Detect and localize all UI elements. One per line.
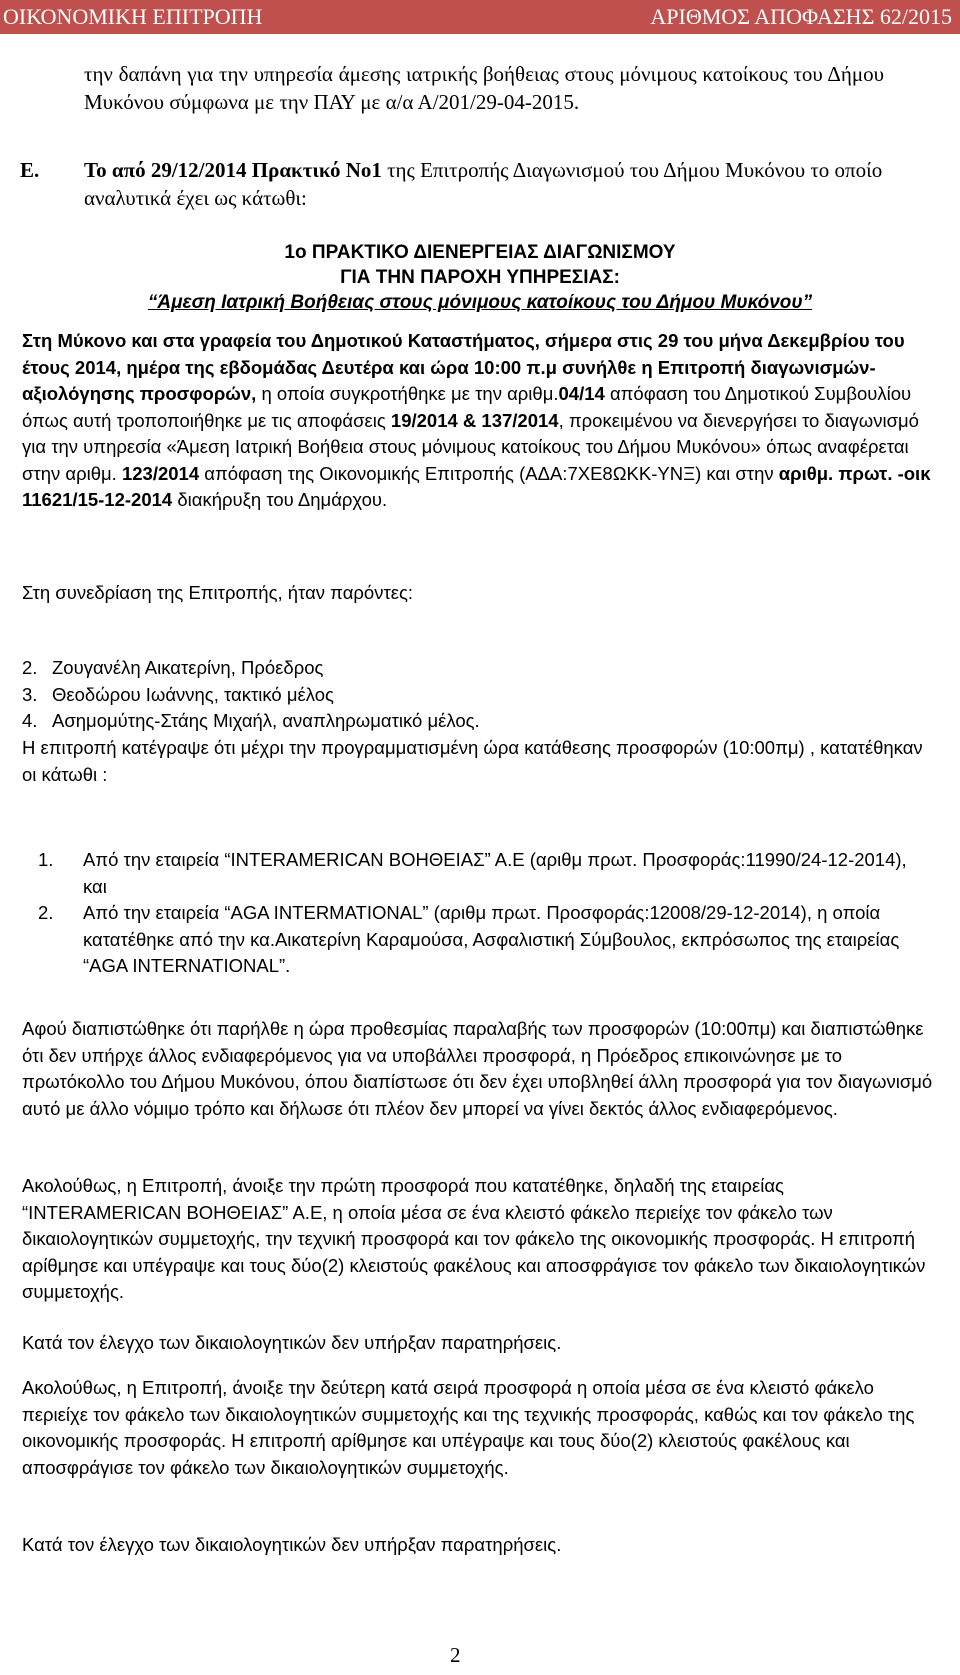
minutes-title-line2: ΓΙΑ ΤΗΝ ΠΑΡΟΧΗ ΥΠΗΡΕΣΙΑΣ: <box>340 267 620 288</box>
meeting-text2: απόφαση του Δημοτικού Συμβουλίου όπως αυτή τροποποιήθηκε με τις αποφάσεις <box>22 383 912 431</box>
list-item-number: 4. <box>22 710 38 731</box>
meeting-text4: απόφαση της Οικονομικής Επιτροπής (ΑΔΑ:7ΧΕ8ΩΚΚ-ΥΝΞ) και στην <box>199 462 779 484</box>
paragraph-deadline: Αφού διαπιστώθηκε ότι παρήλθε η ώρα προθεσμίας παραλαβής των προσφορών (10:00πμ) και διαπιστώθηκε ότι δεν υπήρχε άλλος ενδιαφερόμενος για να υποβάλλει προσφορά, η Πρόεδρος επικοινώνησε με το πρωτόκολλο του Δήμου Μυκόνου, όπου διαπίστωσε ότι δεν έχει υποβληθεί άλλη προσφορά για τον διαγωνισμό αυτό με άλλο νόμιμο τρόπο και δήλωσε ότι πλέον δεν μπορεί να γίνει δεκτός άλλος ενδιαφερόμενος. <box>22 1018 933 1119</box>
list-item <box>22 708 480 735</box>
meeting-text3: , προκειμένου να διενεργήσει το διαγωνισμό για την υπηρεσία «Άμεση Ιατρική Βοήθεια στους μόνιμους κατοίκους του Δήμου Μυκόνου» όπως αναφέρεται στην αριθμ. <box>22 409 919 484</box>
list-item-number: 3. <box>22 683 38 705</box>
minutes-title-line1: 1ο ΠΡΑΚΤΙΚΟ ΔΙΕΝΕΡΓΕΙΑΣ ΔΙΑΓΩΝΙΣΜΟΥ <box>284 242 676 263</box>
meeting-paragraph <box>22 328 942 514</box>
item-e-bold: Το από 29/12/2014 Πρακτικό Νο1 <box>84 158 382 182</box>
minutes-title-subject: “Άμεση Ιατρική Βοήθειας στους μόνιμους κατοίκους του Δήμου Μυκόνου” <box>147 292 813 313</box>
item-e-rest: της Επιτροπής Διαγωνισμού του Δήμου Μυκόνου το οποίο αναλυτικά έχει ως κάτωθι: <box>84 158 883 210</box>
meeting-bold4: 123/2014 <box>121 462 200 484</box>
page-number: 2 <box>450 1643 461 1667</box>
list-item <box>22 682 480 709</box>
list-item-text: Ασημομύτης-Στάης Μιχαήλ, αναπληρωματικό μέλος. <box>52 710 480 731</box>
present-intro: Στη συνεδρίαση της Επιτροπής, ήταν παρόντες: <box>22 582 414 603</box>
header-committee: ΟΙΚΟΝΟΜΙΚΗ ΕΠΙΤΡΟΠΗ <box>3 4 263 29</box>
list-item-number: 2. <box>38 902 54 923</box>
list-item <box>38 900 918 980</box>
meeting-text5: διακήρυξη του Δημάρχου. <box>172 489 388 510</box>
offers-list <box>38 847 918 980</box>
list-item-text: Θεοδώρου Ιωάννης, τακτικό μέλος <box>52 683 334 705</box>
recorded-intro: Η επιτροπή κατέγραψε ότι μέχρι την προγραμματισμένη ώρα κατάθεσης προσφορών (10:00πμ) , κατατέθηκαν οι κάτωθι : <box>22 737 923 785</box>
item-e-text <box>84 156 956 212</box>
meeting-bold2: 04/14 <box>558 383 605 404</box>
paragraph-second-offer: Ακολούθως, η Επιτροπή, άνοιξε την δεύτερη κατά σειρά προσφορά η οποία μέσα σε ένα κλειστό φάκελο περιείχε τον φάκελο των δικαιολογητικών συμμετοχής και της τεχνικής προσφοράς, καθώς και τον φάκελο της οικονομικής προσφοράς. Η επιτροπή αρίθμησε και υπέγραψε και τους δύο(2) κλειστούς φακέλους και αποσφράγισε τον φάκελο των δικαιολογητικών συμμετοχής. <box>22 1377 915 1478</box>
meeting-text1: η οποία συγκροτήθηκε με την αριθμ. <box>256 383 559 404</box>
list-item-text: Από την εταιρεία “INTERAMERICAN ΒΟΗΘΕΙΑΣ” Α.Ε (αριθμ πρωτ. Προσφοράς:11990/24-12-2014), και <box>83 849 907 897</box>
list-item <box>38 847 918 900</box>
list-item-number: 2. <box>22 657 38 678</box>
meeting-bold3: 19/2014 & 137/2014 <box>390 409 559 431</box>
paragraph-no-remarks-1: Κατά τον έλεγχο των δικαιολογητικών δεν υπήρξαν παρατηρήσεις. <box>22 1332 562 1353</box>
document-header <box>0 0 960 34</box>
meeting-bold5: αριθμ. πρωτ. -οικ 11621/15-12-2014 <box>22 462 931 510</box>
list-item-text: Από την εταιρεία “AGA INTERMATIONAL” (αριθμ πρωτ. Προσφοράς:12008/29-12-2014), η οποία κατατέθηκε από την κα.Αικατερίνη Καραμούσα, Ασφαλιστική Σύμβουλος, εκπρόσωπος της εταιρείας “AGA INTERNATIONAL”. <box>83 902 900 976</box>
list-item-number: 1. <box>38 849 54 870</box>
minutes-title <box>20 240 940 315</box>
list-item-text: Ζουγανέλη Αικατερίνη, Πρόεδρος <box>52 657 324 678</box>
paragraph-no-remarks-2: Κατά τον έλεγχο των δικαιολογητικών δεν υπήρξαν παρατηρήσεις. <box>22 1534 562 1555</box>
intro-paragraph: την δαπάνη για την υπηρεσία άμεσης ιατρικής βοήθειας στους μόνιμους κατοίκους του Δήμου Μυκόνου σύμφωνα με την ΠΑΥ με α/α Α/201/29-04-2015. <box>84 62 884 114</box>
meeting-bold1: Στη Μύκονο και στα γραφεία του Δημοτικού Καταστήματος, σήμερα στις 29 του μήνα Δεκεμβρίου του έτους 2014, ημέρα της εβδομάδας Δευτέρα και ώρα 10:00 π.μ συνήλθε η Επιτροπή διαγωνισμών-αξιολόγησης προσφορών, <box>22 330 905 404</box>
item-e-letter: Ε. <box>20 158 40 182</box>
present-members-list <box>22 655 480 735</box>
list-item <box>22 655 480 682</box>
header-decision-number: ΑΡΙΘΜΟΣ ΑΠΟΦΑΣΗΣ 62/2015 <box>650 4 952 29</box>
paragraph-first-offer: Ακολούθως, η Επιτροπή, άνοιξε την πρώτη προσφορά που κατατέθηκε, δηλαδή της εταιρείας “INTERAMERICAN ΒΟΗΘΕΙΑΣ” Α.Ε, η οποία μέσα σε ένα κλειστό φάκελο περιείχε τον φάκελο των δικαιολογητικών συμμετοχής, την τεχνική προσφορά και τον φάκελο της οικονομικής προσφοράς. Η επιτροπή αρίθμησε και υπέγραψε και τους δύο(2) κλειστούς φακέλους και αποσφράγισε τον φάκελο των δικαιολογητικών συμμετοχής. <box>22 1175 926 1302</box>
